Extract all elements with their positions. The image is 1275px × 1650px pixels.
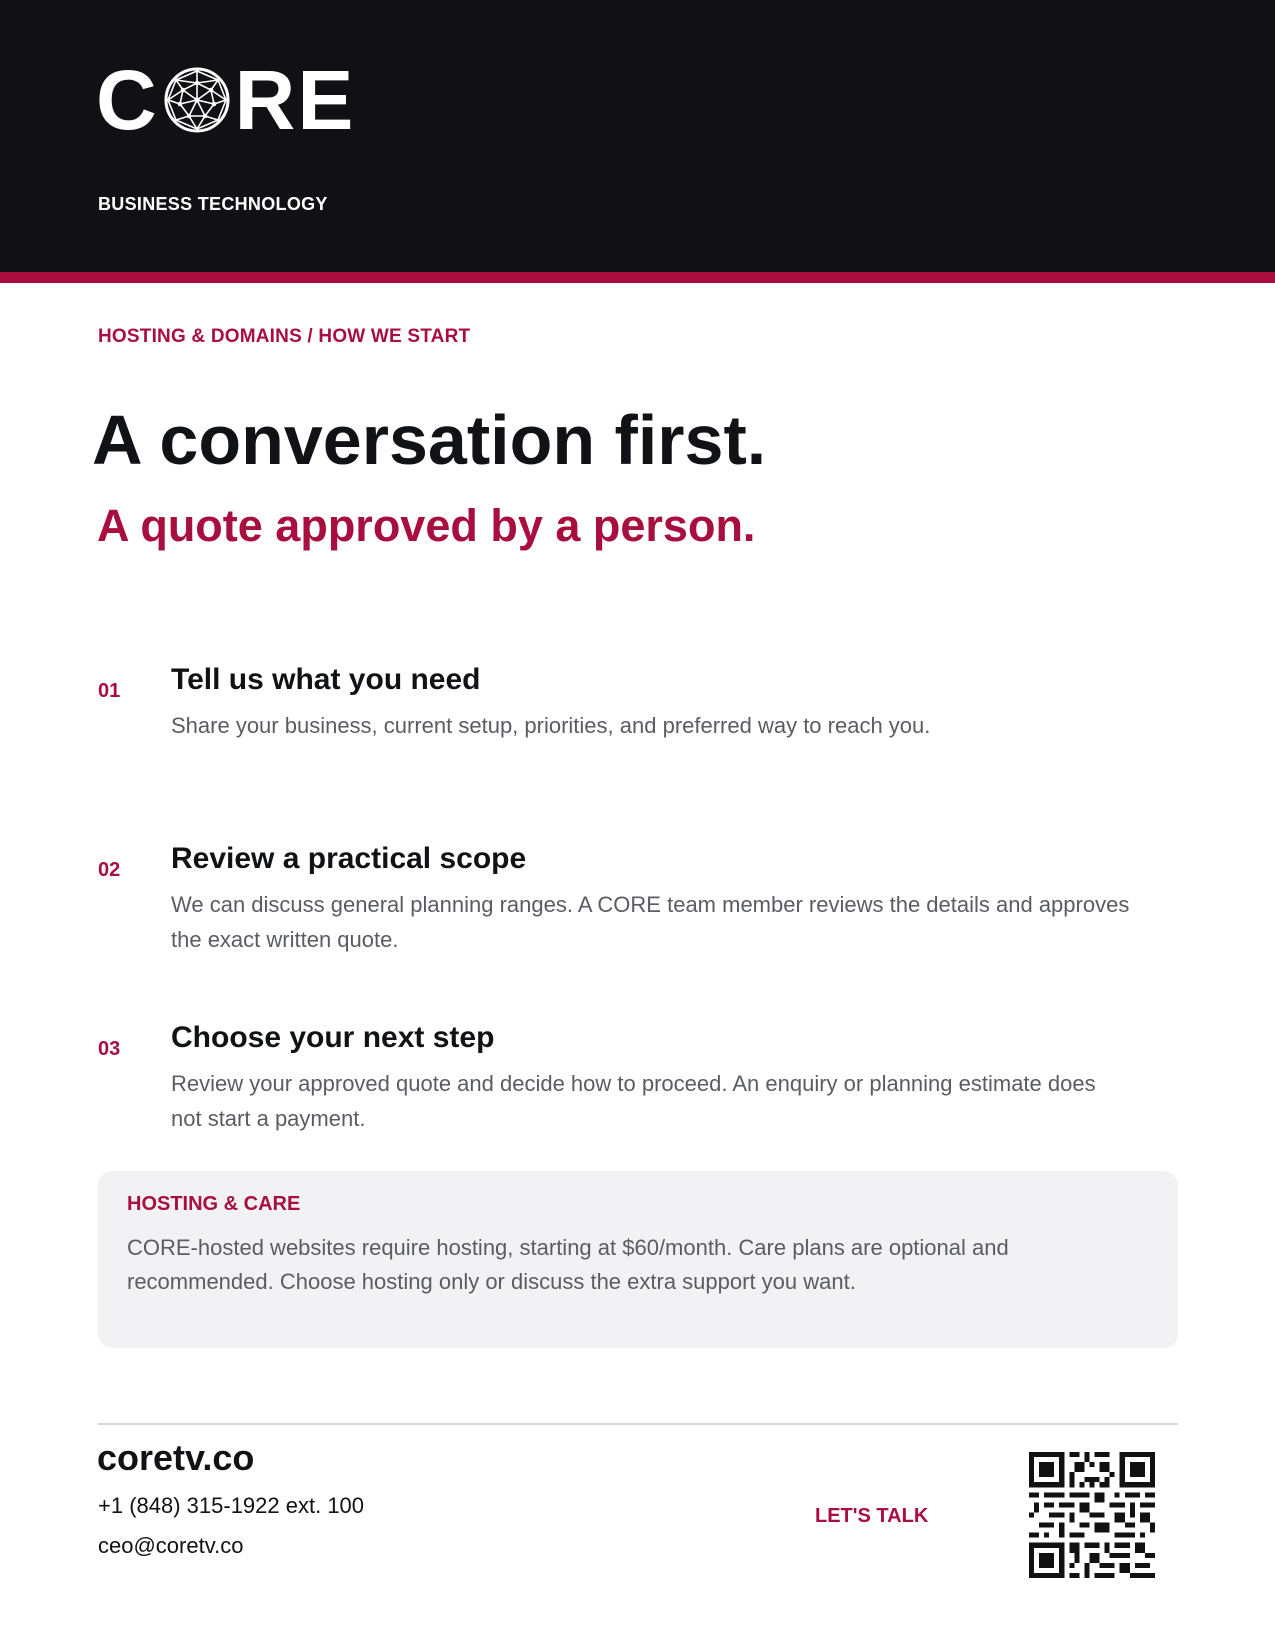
step-number: 01 bbox=[98, 680, 121, 702]
lets-talk-cta[interactable]: LET'S TALK bbox=[815, 1505, 929, 1527]
note-title: HOSTING & CARE bbox=[127, 1193, 301, 1215]
tagline: BUSINESS TECHNOLOGY bbox=[98, 194, 328, 214]
step-title: Choose your next step bbox=[171, 1021, 495, 1054]
footer-divider bbox=[98, 1423, 1178, 1425]
phone-number[interactable]: +1 (848) 315-1922 ext. 100 bbox=[98, 1493, 365, 1518]
page-title: A conversation first. bbox=[92, 401, 767, 479]
logo-letters-re: RE bbox=[234, 53, 356, 147]
step-title: Tell us what you need bbox=[171, 663, 481, 696]
header-accent-stripe bbox=[0, 272, 1275, 283]
step-number: 02 bbox=[98, 859, 121, 881]
hosting-care-note bbox=[98, 1171, 1178, 1348]
website-link[interactable]: coretv.co bbox=[97, 1437, 255, 1478]
page-header bbox=[0, 0, 1275, 272]
step-description: Review your approved quote and decide how to proceed. An enquiry or planning estimate does not start a payment. bbox=[171, 1071, 1096, 1131]
step-description: We can discuss general planning ranges. A CORE team member reviews the details and approves the exact written quote. bbox=[171, 892, 1130, 952]
step-title: Review a practical scope bbox=[171, 842, 527, 875]
page-subtitle: A quote approved by a person. bbox=[97, 500, 756, 551]
note-text: CORE-hosted websites require hosting, starting at $60/month. Care plans are optional and recommended. Choose hosting only or discuss the extra support you want. bbox=[127, 1235, 1009, 1294]
step-number: 03 bbox=[98, 1038, 121, 1060]
logo-letter-c: C bbox=[96, 53, 159, 147]
step-description: Share your business, current setup, priorities, and preferred way to reach you. bbox=[171, 713, 931, 738]
network-globe-icon bbox=[163, 66, 231, 134]
email-link[interactable]: ceo@coretv.co bbox=[98, 1533, 244, 1558]
breadcrumb: HOSTING & DOMAINS / HOW WE START bbox=[98, 326, 471, 347]
qr-code-icon[interactable] bbox=[1029, 1452, 1155, 1578]
core-logo bbox=[96, 53, 356, 147]
